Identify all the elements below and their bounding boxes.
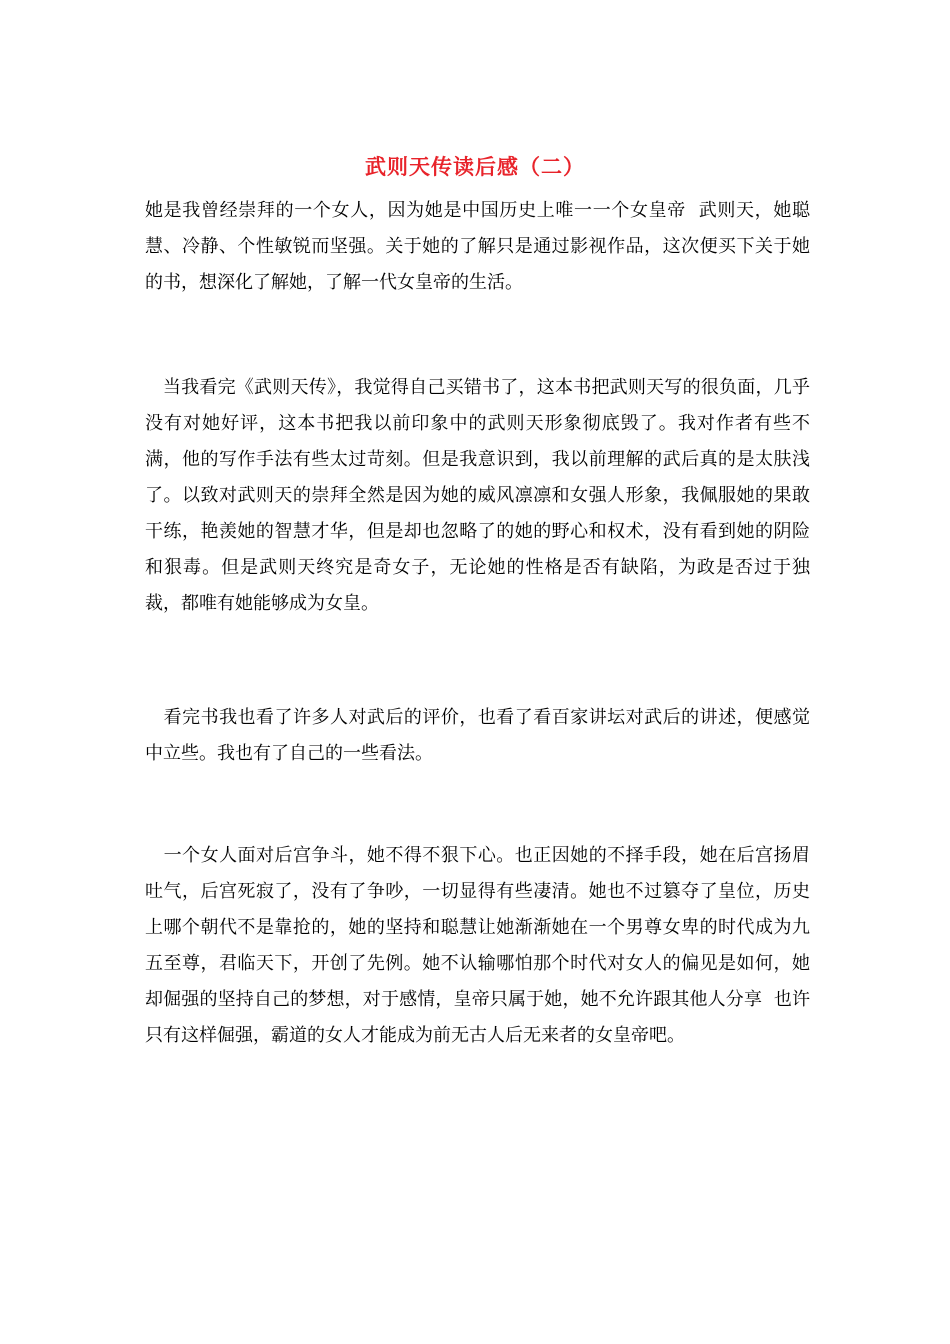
paragraph-4: 一个女人面对后宫争斗，她不得不狠下心。也正因她的不择手段，她在后宫扬眉吐气，后宫死寂了，没有了争吵，一切显得有些凄清。她也不过篡夺了皇位，历史上哪个朝代不是靠抢的，她的坚持和聪慧让她渐渐她在一个男尊女卑的时代成为九五至尊，君临天下，开创了先例。她不认输哪怕那个时代对女人的偏见是如何，她却倔强的坚持自己的梦想，对于感情，皇帝只属于她，她不允许跟其他人分享 也许只有这样倔强，霸道的女人才能成为前无古人后无来者的女皇帝吧。 xyxy=(145,845,811,1046)
document-title: 武则天传读后感（二） xyxy=(365,154,585,179)
paragraph-1: 她是我曾经崇拜的一个女人，因为她是中国历史上唯一一个女皇帝 武则天，她聪慧、冷静、个性敏锐而坚强。关于她的了解只是通过影视作品，这次便买下关于她的书，想深化了解她，了解一代女皇帝的生活。 xyxy=(145,200,810,293)
paragraph-2: 当我看完《武则天传》，我觉得自己买错书了，这本书把武则天写的很负面，几乎没有对她好评，这本书把我以前印象中的武则天形象彻底毁了。我对作者有些不满，他的写作手法有些太过苛刻。但是我意识到，我以前理解的武后真的是太肤浅了。以致对武则天的崇拜全然是因为她的威风凛凛和女强人形象，我佩服她的果敢干练，艳羡她的智慧才华，但是却也忽略了的她的野心和权术，没有看到她的阴险和狠毒。但是武则天终究是奇女子，无论她的性格是否有缺陷，为政是否过于独裁，都唯有她能够成为女皇。 xyxy=(145,377,811,614)
paragraph-3: 看完书我也看了许多人对武后的评价，也看了看百家讲坛对武后的讲述，便感觉中立些。我也有了自己的一些看法。 xyxy=(145,707,811,764)
